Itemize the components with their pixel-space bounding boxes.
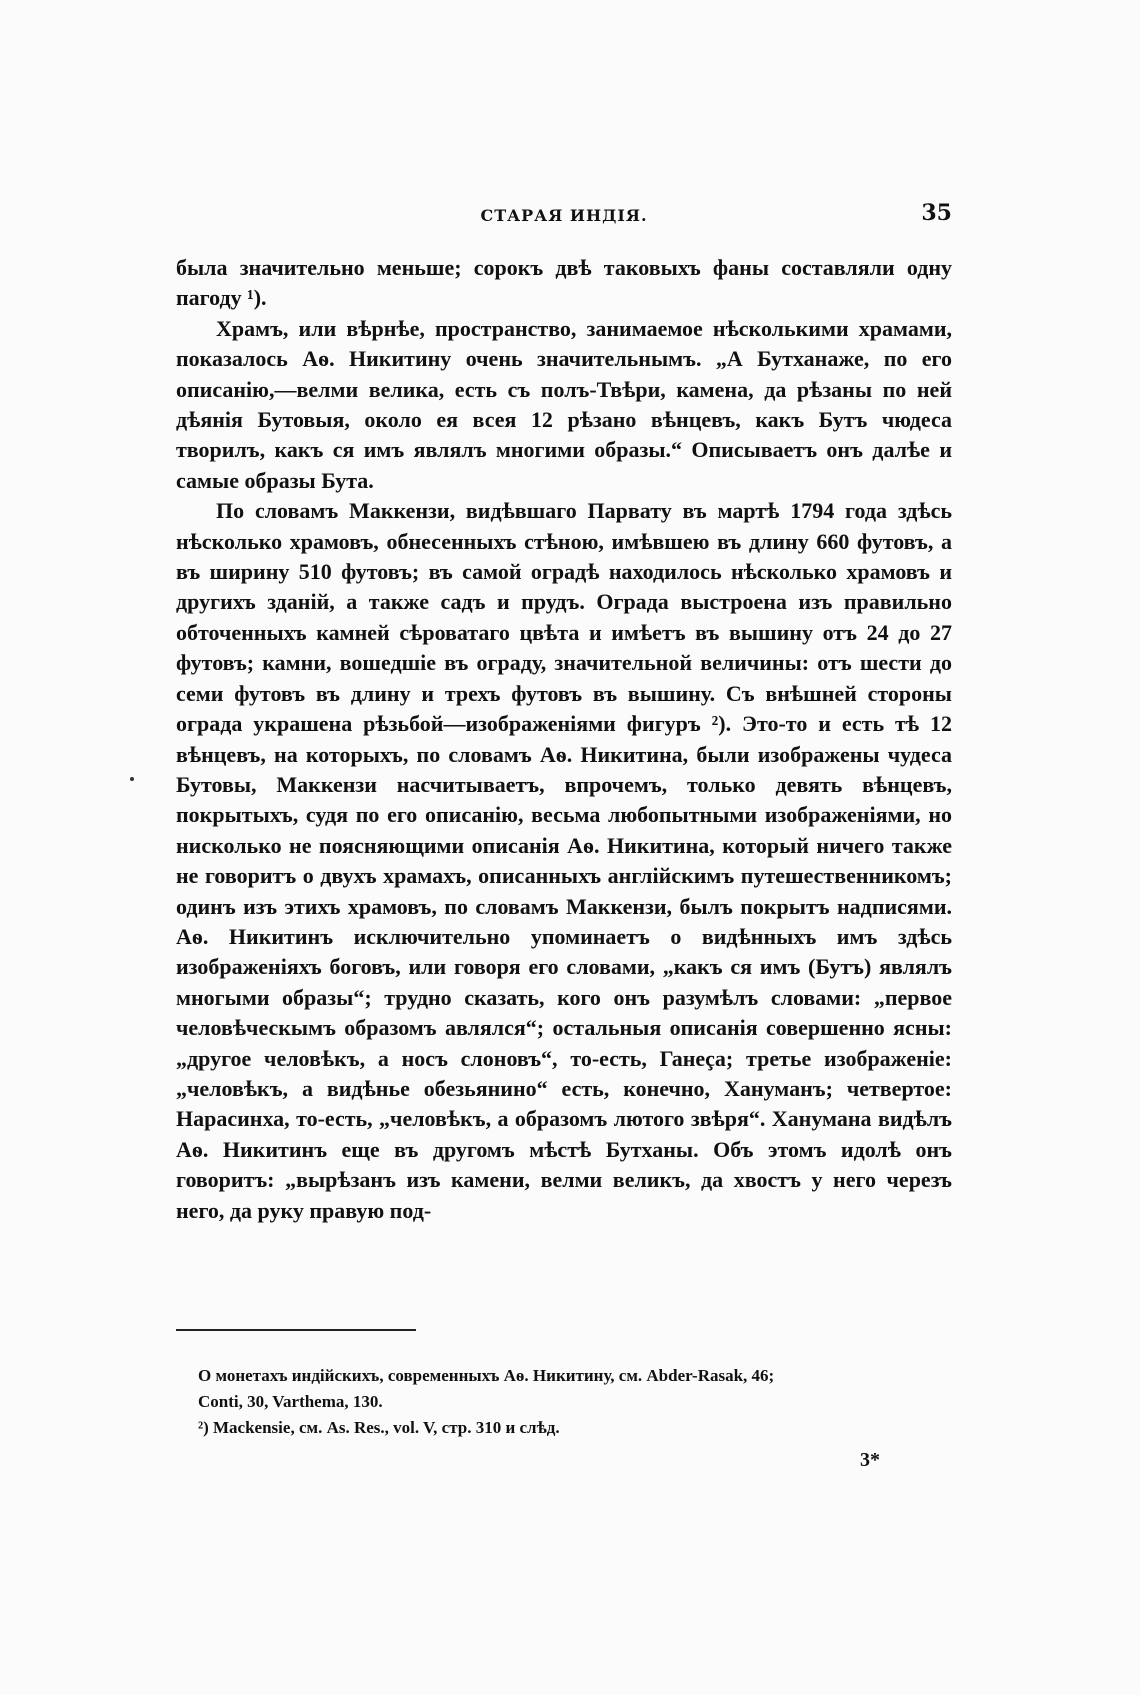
footnote-line: ²) Mackensie, см. As. Res., vol. V, стр. 310 и слѣд. bbox=[198, 1418, 560, 1437]
paragraph: По словамъ Маккензи, видѣвшаго Парвату въ мартѣ 1794 года здѣсь нѣсколько храмовъ, обнесенныхъ стѣною, имѣвшею въ длину 660 футовъ, а въ ширину 510 футовъ; въ самой оградѣ находилось нѣсколько храмовъ и другихъ зданій, а также садъ и прудъ. Ограда выстроена изъ правильно обточенныхъ камней сѣроватаго цвѣта и имѣетъ въ вышину отъ 24 до 27 футовъ; камни, вошедшіе въ ограду, значительной величины: отъ шести до семи футовъ въ длину и трехъ футовъ въ вышину. Съ внѣшней стороны ограда украшена рѣзьбой—изображеніями фигуръ ²). Это-то и есть тѣ 12 вѣнцевъ, на которыхъ, по словамъ Аѳ. Никитина, были изображены чудеса Бутовы, Маккензи насчитываетъ, впрочемъ, только девять вѣнцевъ, покрытыхъ, судя по его описанію, весьма любопытными изображеніями, но нисколько не поясняющими описанія Аѳ. Никитина, который ничего также не говоритъ о двухъ храмахъ, описанныхъ англійскимъ путешественникомъ; одинъ изъ этихъ храмовъ, по словамъ Маккензи, былъ покрытъ надписями. Аѳ. Никитинъ исключительно упоминаетъ о видѣнныхъ имъ здѣсь изображеніяхъ боговъ, или говоря его словами, „какъ ся имъ (Бутъ) являлъ многыми образы“; трудно сказать, кого онъ разумѣлъ словами: „первое человѣческымъ образомъ авлялся“; остальныя описанія совершенно ясны: „другое человѣкъ, а носъ слоновъ“, то-есть, Ганеça; третье изображеніе: „человѣкъ, а видѣнье обезьянино“ есть, конечно, Хануманъ; четвертое: Нарасинха, то-есть, „человѣкъ, а образомъ лютого звѣря“. Ханумана видѣлъ Аѳ. Никитинъ еще въ другомъ мѣстѣ Бутханы. Объ этомъ идолѣ онъ говоритъ: „вырѣзанъ изъ камени, велми великъ, да хвостъ у него черезъ него, да руку правую под- bbox=[176, 498, 952, 1223]
running-title: СТАРАЯ ИНДІЯ. bbox=[480, 206, 648, 225]
footnote-line: О монетахъ индійскихъ, современныхъ Аѳ. Никитину, см. Abder-Rasak, 46; bbox=[198, 1366, 775, 1385]
page-header bbox=[176, 200, 952, 230]
margin-dot bbox=[130, 777, 134, 781]
footnote-divider bbox=[176, 1329, 416, 1331]
paragraph: была значительно меньше; сорокъ двѣ таковыхъ фаны составляли одну пагоду ¹). bbox=[176, 255, 952, 311]
footnote-line: Conti, 30, Varthema, 130. bbox=[198, 1392, 383, 1411]
body-text bbox=[176, 253, 952, 1226]
footnotes bbox=[198, 1363, 952, 1441]
signature-mark: 3* bbox=[860, 1449, 880, 1471]
paragraph: Храмъ, или вѣрнѣе, пространство, занимаемое нѣсколькими храмами, показалось Аѳ. Никитину очень значительнымъ. „А Бутханаже, по его описанію,—велми велика, есть съ полъ-Твѣри, камена, да рѣзаны по ней дѣянія Бутовыя, около ея всея 12 рѣзано вѣнцевъ, какъ Бутъ чюдеса творилъ, какъ ся имъ являлъ многими образы.“ Описываетъ онъ далѣе и самые образы Бута. bbox=[176, 315, 952, 493]
page-number: 35 bbox=[921, 200, 952, 226]
